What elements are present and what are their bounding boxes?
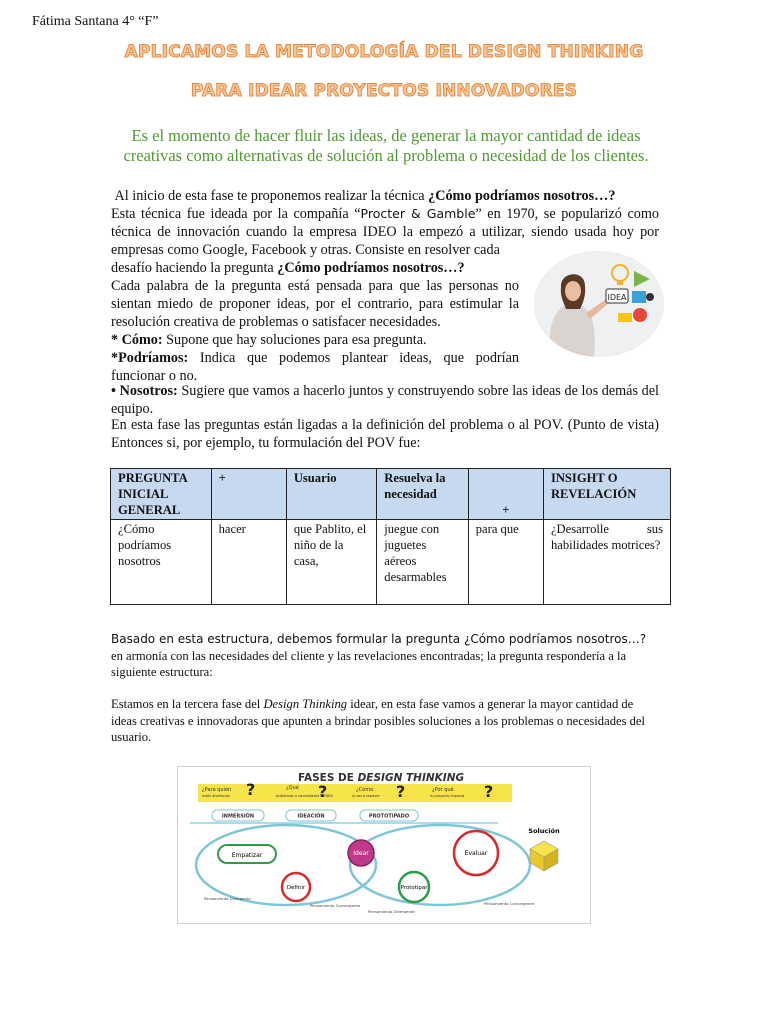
paragraph-technique <box>111 187 659 205</box>
table-cell: para que <box>468 520 543 605</box>
paragraph-text: Estamos en la tercera fase del <box>111 697 264 711</box>
question-why-sub: tu proyecto impacta <box>430 794 465 798</box>
thinking-label: Pensamiento Convergente <box>484 901 535 906</box>
table-cell: hacer <box>211 520 286 605</box>
definition-text: Indica que podemos plantear ideas, que podrían funcionar o no. <box>111 350 519 384</box>
table-header-cell: + <box>211 469 286 520</box>
paragraph-third-phase <box>111 696 659 746</box>
design-thinking-diagram <box>177 766 591 924</box>
node-evaluar: Evaluar <box>464 850 488 857</box>
idea-illustration <box>534 251 664 357</box>
paragraph-structure <box>111 631 659 681</box>
table-cell: ¿Cómo podríamos nosotros <box>111 520 212 605</box>
definition-podriamos <box>111 349 519 385</box>
paragraph-text: ” en 1970, se popularizó como técnica de innovación cuando la empresa IDEO la empezó a utilizar, siendo usada hoy por empresas como Google, Facebook y otras. Consiste en resolver cada <box>111 206 660 258</box>
definition-label: *Podríamos: <box>111 350 189 366</box>
definition-como <box>111 331 519 349</box>
question-why: ¿Por qué <box>432 787 454 793</box>
phase-label: PROTOTIPADO <box>368 813 410 820</box>
phase-label: IDEACIÓN <box>297 813 325 820</box>
paragraph-challenge <box>111 259 519 277</box>
table-header-cell: Usuario <box>286 469 376 520</box>
table-row <box>111 520 671 605</box>
question-how: ¿Cómo <box>356 787 374 793</box>
table-header-cell: INSIGHT O REVELACIÓN <box>543 469 670 520</box>
table-cell: ¿Desarrolle sus habilidades motrices? <box>543 520 670 605</box>
svg-text:?: ? <box>396 782 406 801</box>
svg-text:?: ? <box>484 782 494 801</box>
question-how-sub: lo vas a resolver <box>352 794 380 798</box>
idea-illustration-graphic <box>534 251 664 357</box>
paragraph-words: Cada palabra de la pregunta está pensada para que las personas no sientan miedo de proponer ideas, por el contrario, para estimular la resolución creativa de problemas o satisfacer necesidades. <box>111 278 519 330</box>
question-what: ¿Qué <box>286 785 299 791</box>
solution-box-icon <box>530 841 558 871</box>
node-definir: Definir <box>286 885 306 891</box>
thinking-label: Pensamiento Convergente <box>310 903 361 908</box>
table-header-cell: PREGUNTA INICIAL GENERAL <box>111 469 212 520</box>
question-highlight: ¿Cómo podríamos nosotros…? <box>463 632 647 646</box>
question-who: ¿Para quién <box>202 787 232 793</box>
diagram-title: FASES DE <box>298 772 358 785</box>
thinking-label: Pensamiento Divergente <box>368 909 415 914</box>
solution-label: Solución <box>528 827 560 835</box>
emphasis-text: Design Thinking <box>263 697 348 711</box>
paragraph-history <box>111 205 659 259</box>
paragraph-text: idear, en esta fase vamos a generar la mayor cantidad de ideas creativas e innovadoras que apunten a brindar posibles soluciones a los problemas o necesidades del usuario. <box>111 697 646 744</box>
intro-text: Es el momento de hacer fluir las ideas, de generar la mayor cantidad de ideas creativas como alternativas de solución al problema o necesidad de los clientes. <box>123 126 649 165</box>
company-name: Procter & Gamble <box>360 206 476 221</box>
definition-label: * Cómo: <box>111 332 163 348</box>
title-line-1: APLICAMOS LA METODOLOGÍA DEL DESIGN THINKING <box>124 42 644 62</box>
title-line-2: PARA IDEAR PROYECTOS INNOVADORES <box>190 81 578 101</box>
definition-text: Sugiere que vamos a hacerlo juntos y construyendo sobre las ideas de los demás del equipo. <box>111 383 659 417</box>
diagram-title-em: DESIGN THINKING <box>357 772 465 785</box>
question-what-sub: problemas o necesidades TIENEN <box>276 794 333 798</box>
question-who-sub: estás diseñando <box>202 794 230 798</box>
idea-label: IDEA <box>607 293 627 302</box>
paragraph-text: en armonía con las necesidades del cliente y las revelaciones encontradas; la pregunta respondería a la siguiente estructura: <box>111 648 627 679</box>
question-highlight: ¿Cómo podríamos nosotros…? <box>277 260 465 276</box>
table-header-cell: + <box>468 469 543 520</box>
paragraph-text: desafío haciendo la pregunta <box>111 260 278 276</box>
thinking-label: Pensamiento Divergente <box>204 896 251 901</box>
phase-label: INMERSIÓN <box>221 813 255 820</box>
definition-label: • Nosotros: <box>111 383 178 399</box>
paragraph-text: Esta técnica fue ideada por la compañía “ <box>111 206 361 222</box>
table-cell: que Pablito, el niño de la casa, <box>286 520 376 605</box>
definition-nosotros <box>111 382 659 418</box>
paragraph-pov: En esta fase las preguntas están ligadas a la definición del problema o al POV. (Punto de vista) Entonces si, por ejemplo, tu formulación del POV fue: <box>111 417 659 451</box>
node-prototipar: Prototipar <box>400 885 428 891</box>
definition-text: Supone que hay soluciones para esa pregunta. <box>162 332 427 348</box>
table-header-row <box>111 469 671 520</box>
pov-table <box>110 468 671 605</box>
author-name: Fátima Santana 4° “F” <box>32 14 159 29</box>
table-cell: juegue con juguetes aéreos desarmables <box>377 520 468 605</box>
table-header-cell: Resuelva la necesidad <box>377 469 468 520</box>
paragraph-text: Al inicio de esta fase te proponemos realizar la técnica <box>114 188 429 204</box>
node-empatizar: Empatizar <box>231 852 263 859</box>
svg-text:?: ? <box>318 782 328 801</box>
svg-text:?: ? <box>246 780 256 799</box>
node-idear: Idear <box>353 850 369 857</box>
question-highlight: ¿Cómo podríamos nosotros…? <box>428 188 616 204</box>
paragraph-text: Basado en esta estructura, debemos formular la pregunta <box>111 632 464 646</box>
